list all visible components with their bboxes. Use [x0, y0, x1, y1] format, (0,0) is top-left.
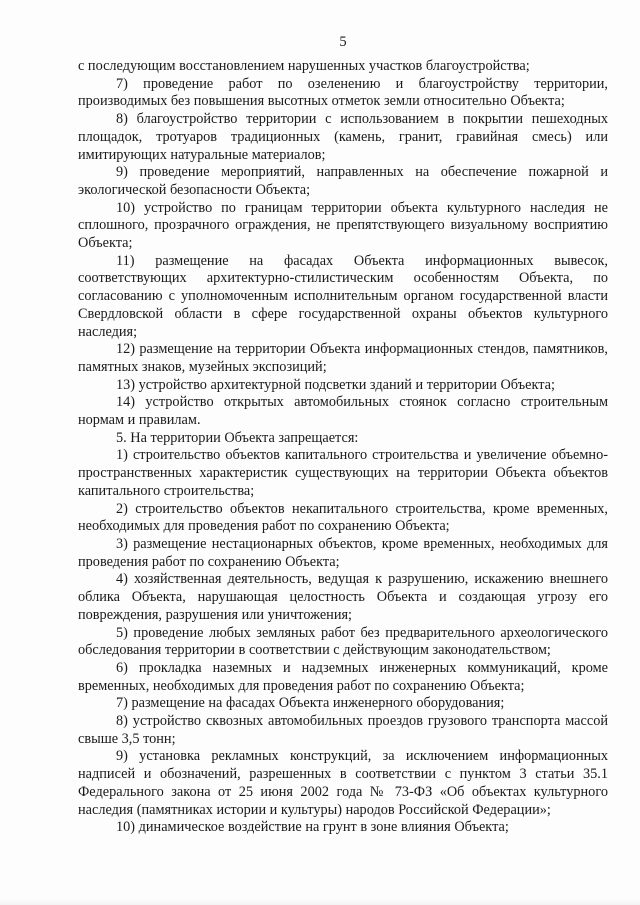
paragraph: 7) размещение на фасадах Объекта инженерного оборудования; — [116, 695, 505, 712]
paragraph: 10) устройство по границам территории объекта культурного наследия не сплошного, прозрачного ограждения, не препятствующего визуальному восприятию Объекта; — [78, 199, 608, 252]
paragraph: 4) хозяйственная деятельность, ведущая к разрушению, искажению внешнего облика Объекта, нарушающая целостность Объекта и создающая угрозу его повреждения, разрушения или уничтожения; — [78, 571, 608, 623]
paragraph: 2) строительство объектов некапитального строительства, кроме временных, необходимых для проведения работ по сохранению Объекта; — [78, 500, 608, 535]
paragraph: 1) строительство объектов капитального строительства и увеличение объемно-пространственных характеристик существующих на территории Объекта объектов капитального строительства; — [78, 447, 608, 499]
paragraph: 14) устройство открытых автомобильных стоянок согласно строительным нормам и правилам. — [78, 394, 608, 429]
paragraph: 13) устройство архитектурной подсветки зданий и территории Объекта; — [116, 376, 555, 393]
section-heading: 5. На территории Объекта запрещается: — [116, 429, 359, 446]
paragraph: 12) размещение на территории Объекта информационных стендов, памятников, памятных знаков, музейных экспозиций; — [78, 341, 608, 375]
paragraph: 8) устройство сквозных автомобильных проездов грузового транспорта массой свыше 3,5 тонн; — [78, 713, 608, 747]
scan-edge-shadow — [0, 899, 640, 905]
paragraph: 11) размещение на фасадах Объекта информационных вывесок, соответствующих архитектурно-стилистическим особенностям Объекта, по согласованию с уполномоченным исполнительным органом государственной власти Свердловской области в сфере государственной охраны объектов культурного наследия; — [78, 252, 608, 340]
paragraph: 8) благоустройство территории с использованием в покрытии пешеходных площадок, тротуаров традиционных (камень, гранит, гравийная смесь) или имитирующих натуральные материалов; — [78, 111, 608, 163]
paragraph: 9) проведение мероприятий, направленных на обеспечение пожарной и экологической безопасности Объекта; — [78, 164, 608, 198]
document-body — [78, 58, 608, 837]
paragraph: с последующим восстановлением нарушенных участков благоустройства; — [78, 58, 530, 74]
paragraph: 3) размещение нестационарных объектов, кроме временных, необходимых для проведения работ по сохранению Объекта; — [78, 535, 608, 570]
paragraph: 10) динамическое воздействие на грунт в зоне влияния Объекта; — [116, 819, 509, 836]
paragraph: 6) прокладка наземных и надземных инженерных коммуникаций, кроме временных, необходимых для проведения работ по сохранению Объекта; — [78, 659, 608, 694]
paragraph: 9) установка рекламных конструкций, за исключением информационных надписей и обозначений, разрешенных в соответствии с пунктом 3 статьи 35.1 Федерального закона от 25 июня 2002 года № 73-ФЗ «Об объектах культурного наследия (памятниках истории и культуры) народов Российской Федерации»; — [78, 748, 608, 818]
page-number: 5 — [339, 34, 347, 50]
paragraph: 7) проведение работ по озеленению и благоустройству территории, производимых без повышения высотных отметок земли относительно Объекта; — [78, 75, 608, 110]
paragraph: 5) проведение любых земляных работ без предварительного археологического обследования территории в соответствии с действующим законодательством; — [78, 624, 608, 659]
